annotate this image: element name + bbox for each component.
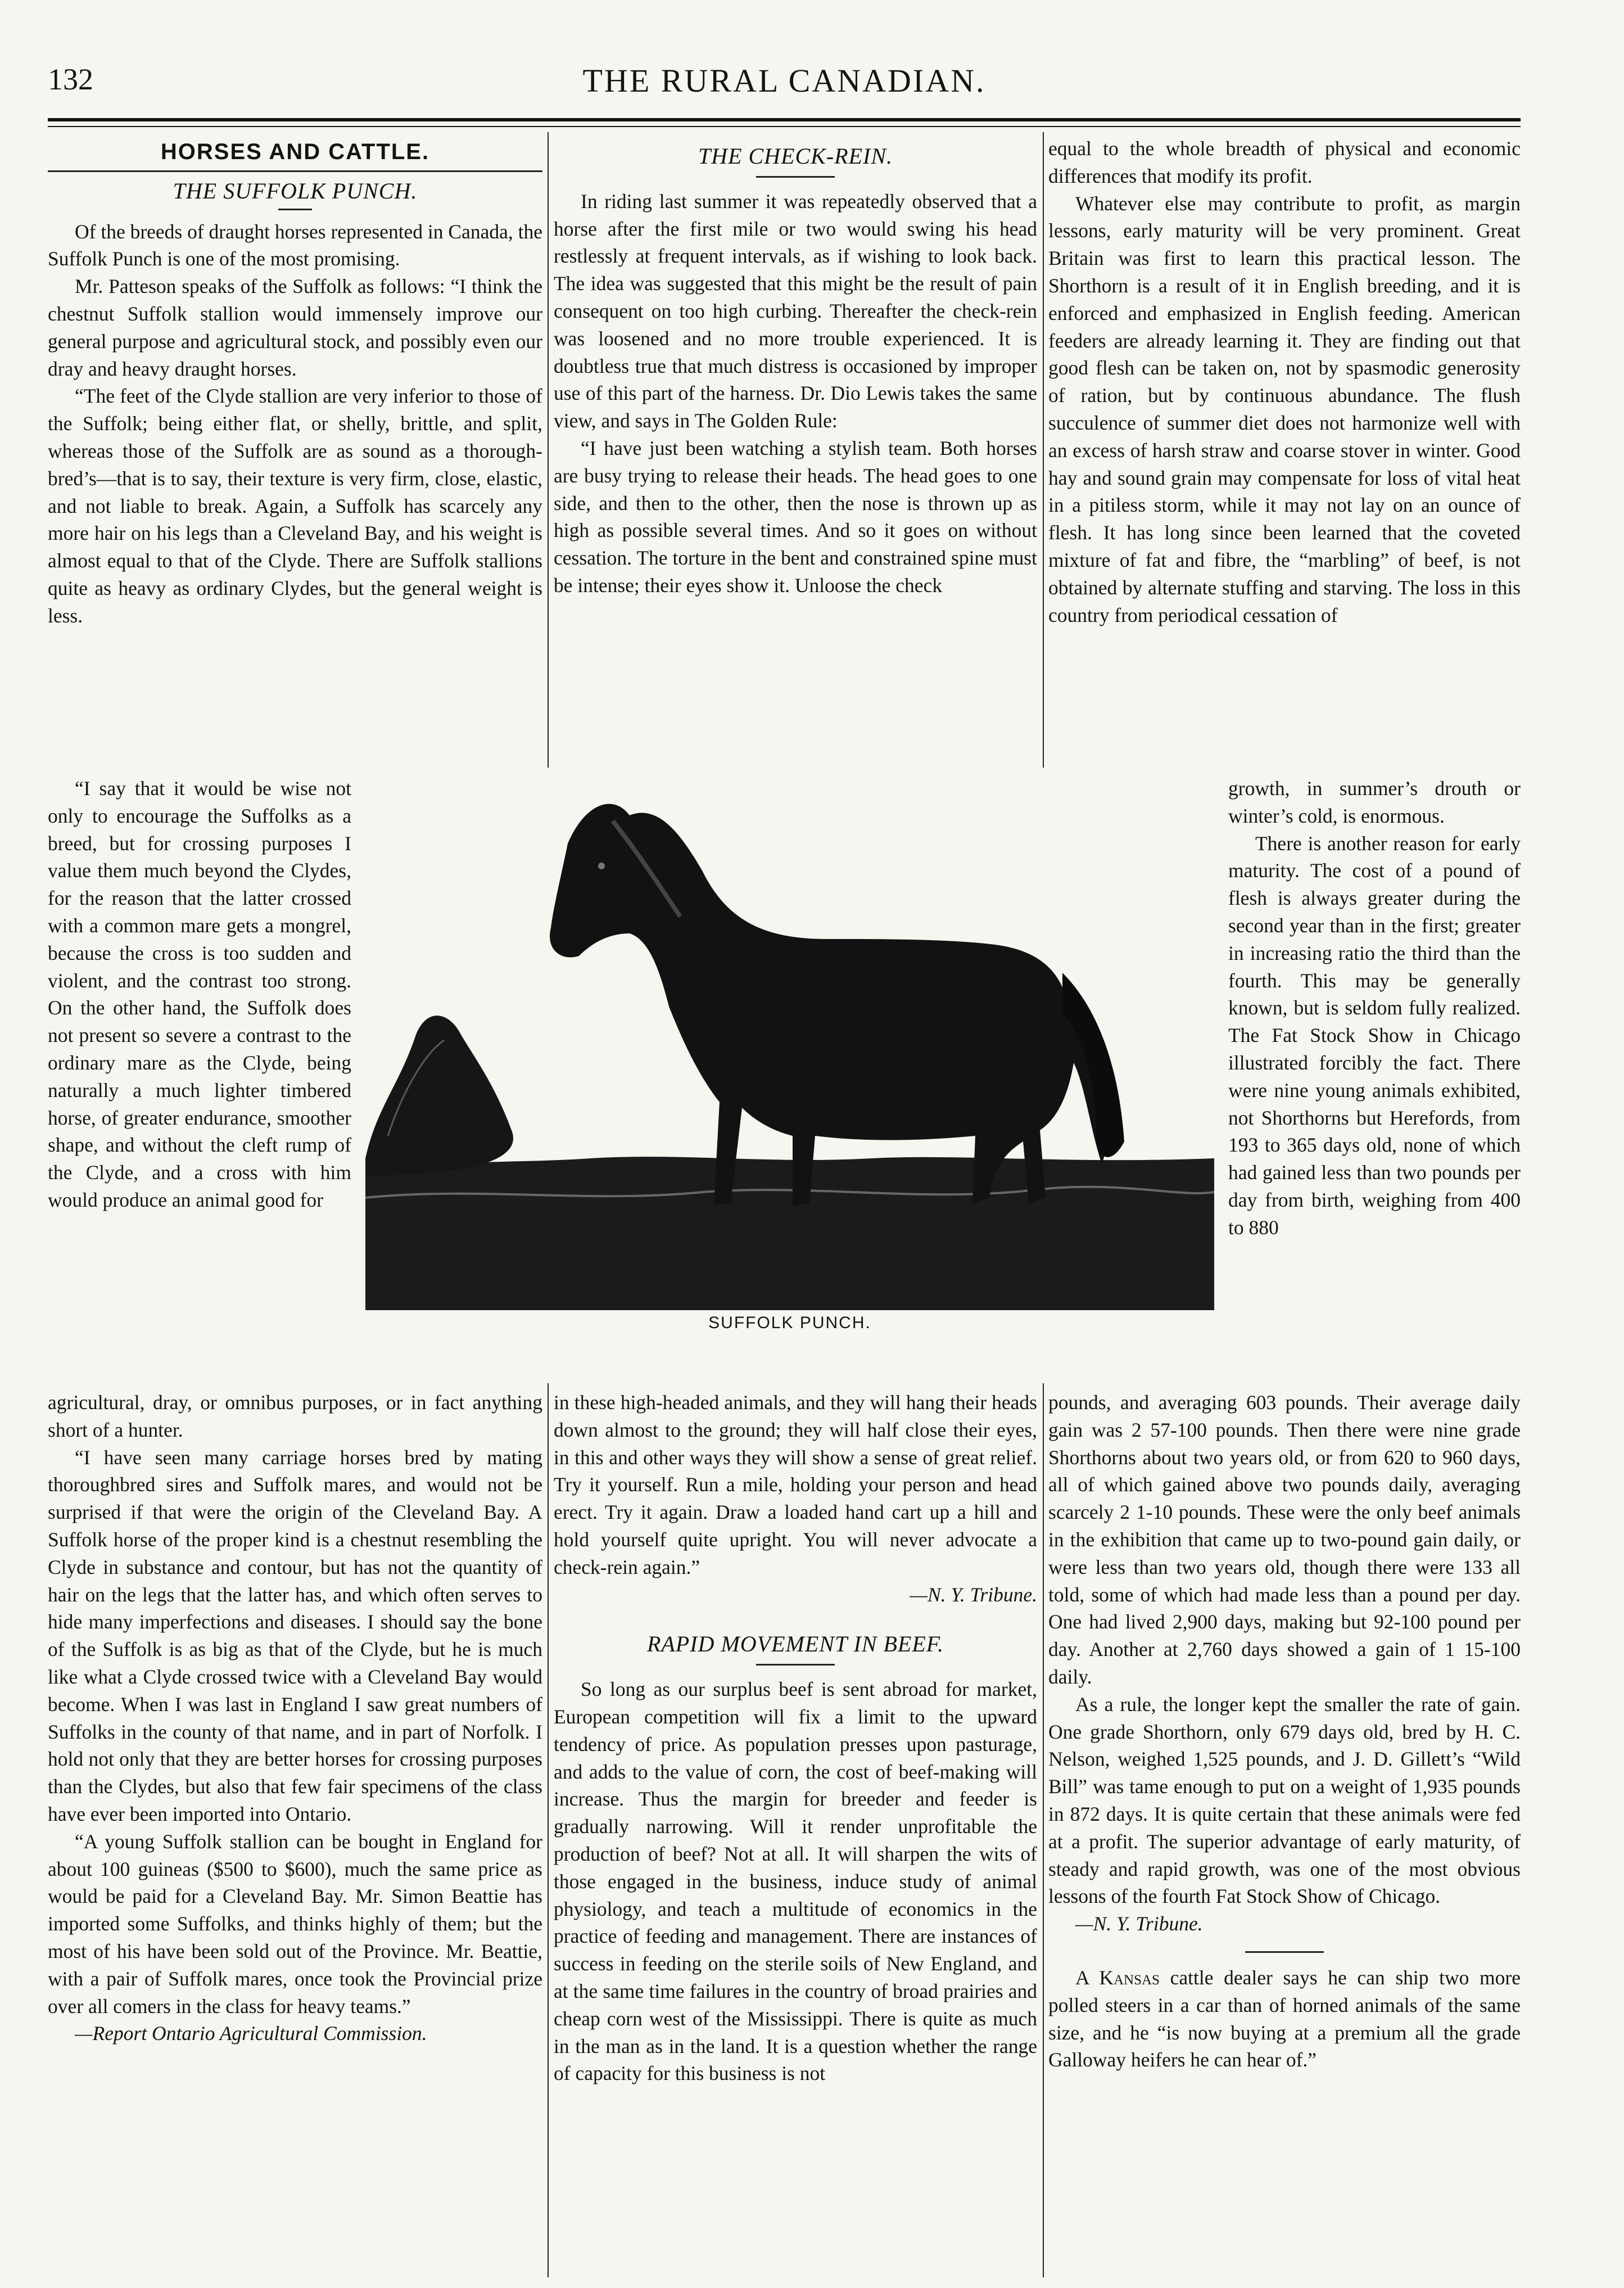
wrap-text-left	[48, 775, 351, 1214]
paragraph: in these high-headed animals, and they will hang their heads down almost to the ground; they will half close their eyes, in this and other ways they will show a sense of great relief. Try it yourself. Run a mile, holding your person and head erect. Try it again. Draw a loaded hand cart up a hill and hold yourself quite upright. You will never advocate a check-rein again.”	[554, 1391, 1037, 1578]
column-1-top	[48, 135, 542, 630]
article-title-suffolk: THE SUFFOLK PUNCH.	[173, 178, 418, 204]
paragraph: “I have just been watching a stylish team. Both horses are busy trying to release their heads. The head goes to one side, and then to the other, then the nose is thrown up as high as possible several times. And so it goes on without cessation. The torture in the bent and constrained spine must be intense; their eyes show it. Unloose the check	[554, 436, 1037, 597]
article-separator	[1245, 1951, 1324, 1953]
paragraph: There is another reason for early maturity. The cost of a pound of flesh is always greater during the second year than in the first; greater in increasing ratio the third than the fourth. This may be generally known, but is seldom fully realized. The Fat Stock Show in Chicago illustrated forcibly the fact. There were nine young animals exhibited, not Shorthorns but Herefords, from 193 to 365 days old, none of which had gained less than two pounds per day from birth, weighing from 400 to 880	[1228, 832, 1521, 1239]
paragraph: equal to the whole breadth of physical and economic differences that modify its profit.	[1048, 137, 1521, 187]
column-3-top	[1048, 135, 1521, 629]
citation: —N. Y. Tribune.	[1075, 1912, 1203, 1935]
paragraph: Of the breeds of draught horses represented in Canada, the Suffolk Punch is one of the most promising.	[48, 220, 542, 270]
paragraph-kansas	[1048, 1964, 1521, 2074]
page-number: 132	[48, 62, 93, 96]
suffolk-punch-illustration	[365, 770, 1214, 1338]
title-rule	[756, 1664, 835, 1666]
journal-title: THE RURAL CANADIAN.	[582, 62, 986, 99]
column-1-bottom	[48, 1389, 542, 2047]
paragraph: As a rule, the longer kept the smaller the rate of gain. One grade Shorthorn, only 679 days old, bred by H. C. Nelson, weighed 1,525 pounds, and J. D. Gillett’s “Wild Bill” was tame enough to put on a weight of 1,935 pounds in 872 days. It is quite certain that these animals were fed at a profit. The superior advantage of early maturity, of steady and rapid growth, was one of the most obvious lessons of the fourth Fat Stock Show of Chicago.	[1048, 1693, 1521, 1908]
paragraph: In riding last summer it was repeatedly observed that a horse after the first mile or two would swing his head restlessly at frequent intervals, as if wishing to look back. The idea was suggested that this might be the result of pain consequent on too high curbing. Thereafter the check-rein was loosened and no more trouble experienced. It is doubtless true that much distress is occasioned by improper use of this part of the harness. Dr. Dio Lewis takes the same view, and says in The Golden Rule:	[554, 189, 1037, 432]
paragraph: Mr. Patteson speaks of the Suffolk as follows: “I think the chestnut Suffolk stallion would immensely improve our general purpose and agricultural stock, and possibly even our dray and heavy draught horses.	[48, 275, 542, 380]
wrap-text-right	[1228, 775, 1521, 1242]
citation: —N. Y. Tribune.	[910, 1583, 1037, 1606]
column-2-bottom	[554, 1389, 1037, 2087]
paragraph: “A young Suffolk stallion can be bought in England for about 100 guineas ($500 to $600), much the same price as would be paid for a Cleveland Bay. Mr. Simon Beattie has imported some Suffolks, and thinks highly of them; but the most of his have been sold out of the Province. Mr. Beattie, with a pair of Suffolk mares, once took the Provincial prize over all comers in the class for heavy teams.”	[48, 1830, 542, 2018]
paragraph: “I have seen many carriage horses bred by mating thoroughbred sires and Suffolk mares, and would not be surprised if that were the origin of the Cleveland Bay. A Suffolk horse of the proper kind is a chestnut resembling the Clyde in substance and contour, but has not the quantity of hair on the legs that the latter has, and which often serves to hide many imperfections and diseases. I should say the bone of the Suffolk is as big as that of the Clyde, but he is much like what a Clyde crossed twice with a Cleveland Bay would become. When I was last in England I saw great numbers of Suffolks in the county of that name, and in part of Norfolk. I hold not only that they are better horses for crossing purposes than the Clydes, but also that few fair specimens of the class have ever been imported into Ontario.	[48, 1446, 542, 1825]
paragraph: “I say that it would be wise not only to encourage the Suffolks as a breed, but for crossing purposes I value them much beyond the Clydes, for the reason that the latter crossed with a common mare gets a mongrel, because the cross is too sudden and violent, and the contrast too strong. On the other hand, the Suffolk does not present so severe a contrast to the ordinary mare as the Clyde, being naturally a much lighter timbered horse, of greater endurance, smoother shape, and without the cleft rump of the Clyde, and a cross with him would produce an animal good for	[48, 777, 351, 1211]
page-header	[48, 62, 1521, 112]
column-divider	[1043, 132, 1044, 768]
paragraph: “The feet of the Clyde stallion are very inferior to those of the Suffolk; being either flat, or shelly, brittle, and split, whereas those of the Suffolk are as sound as a thorough-bred’s—that is to say, their texture is very firm, close, elastic, and not liable to break. Again, a Suffolk has scarcely any more hair on his legs than a Cleveland Bay, and his weight is almost equal to that of the Clyde. There are Suffolk stallions quite as heavy as ordinary Clydes, but the general weight is less.	[48, 385, 542, 627]
paragraph: pounds, and averaging 603 pounds. Their average daily gain was 2 57-100 pounds. Then there were nine grade Shorthorns about two years old, or from 620 to 960 days, all of which gained above two pounds daily, averaging scarcely 2 1-10 pounds. These were the only beef animals in the exhibition that came up to two-pound gain daily, or were less than two years old, though there were 133 all told, some of which had made less than a pound per day. One had lived 2,900 days, making but 92-100 pound per day. Another at 2,760 days showed a gain of 1 15-100 daily.	[1048, 1391, 1521, 1688]
kansas-lead: A Kansas	[1075, 1966, 1160, 1989]
column-2-top	[554, 135, 1037, 599]
paragraph: growth, in summer’s drouth or winter’s cold, is enormous.	[1228, 777, 1521, 827]
horse-engraving	[365, 770, 1214, 1310]
article-title-check-rein: THE CHECK-REIN.	[698, 143, 893, 169]
kansas-text: cattle dealer says he can ship two more polled steers in a car than of horned animals of the same size, and he “is now buying at a premium all the grade Galloway heifers he can hear of.”	[1048, 1966, 1521, 2072]
section-rule	[48, 170, 542, 172]
header-rule	[48, 118, 1521, 121]
article-title-beef: RAPID MOVEMENT IN BEEF.	[646, 1631, 944, 1657]
header-rule-thin	[48, 126, 1521, 127]
title-rule	[278, 209, 312, 210]
citation: —Report Ontario Agricultural Commission.	[75, 2022, 427, 2045]
paragraph: So long as our surplus beef is sent abroad for market, European competition will fix a limit to the upward tendency of price. As population presses upon pasturage, and adds to the value of corn, the cost of beef-making will increase. Thus the margin for breeder and feeder is gradually narrowing. Will it render unprofitable the production of beef? Not at all. It will sharpen the wits of those engaged in the business, induce study of animal physiology, and teach a multitude of economics in the practice of feeding and management. There are instances of success in feeding on the sterile soils of New England, and at the same time failures in the country of broad prairies and cheap corn west of the Mississippi. There is quite as much in the man as in the land. It is a question whether the range of capacity for this business is not	[554, 1678, 1037, 2085]
column-divider	[548, 1383, 549, 2277]
paragraph: agricultural, dray, or omnibus purposes, or in fact anything short of a hunter.	[48, 1391, 542, 1441]
column-divider	[1043, 1383, 1044, 2277]
section-heading: HORSES AND CATTLE.	[160, 139, 430, 164]
column-3-bottom	[1048, 1389, 1521, 2074]
column-divider	[548, 132, 549, 768]
paragraph: Whatever else may contribute to profit, as margin lessons, early maturity will be very prominent. Great Britain was first to learn this practical lesson. The Shorthorn is a result of it in English breeding, and it is enforced and emphasized in English feeding. American feeders are already learning it. They are finding out that good flesh can be taken on, not by spasmodic generosity of ration, but by continuous abundance. The flush succulence of summer diet does not harmonize well with an excess of harsh straw and coarse stover in winter. Good hay and sound grain may compensate for loss of vital heat in a pitiless storm, while it may not lay on an ounce of flesh. It has long since been learned that the coveted mixture of fat and fibre, the “marbling” of beef, is not obtained by alternate stuffing and starving. The loss in this country from periodical cessation of	[1048, 192, 1521, 626]
title-rule	[756, 176, 835, 178]
figure-caption: SUFFOLK PUNCH.	[708, 1314, 871, 1332]
